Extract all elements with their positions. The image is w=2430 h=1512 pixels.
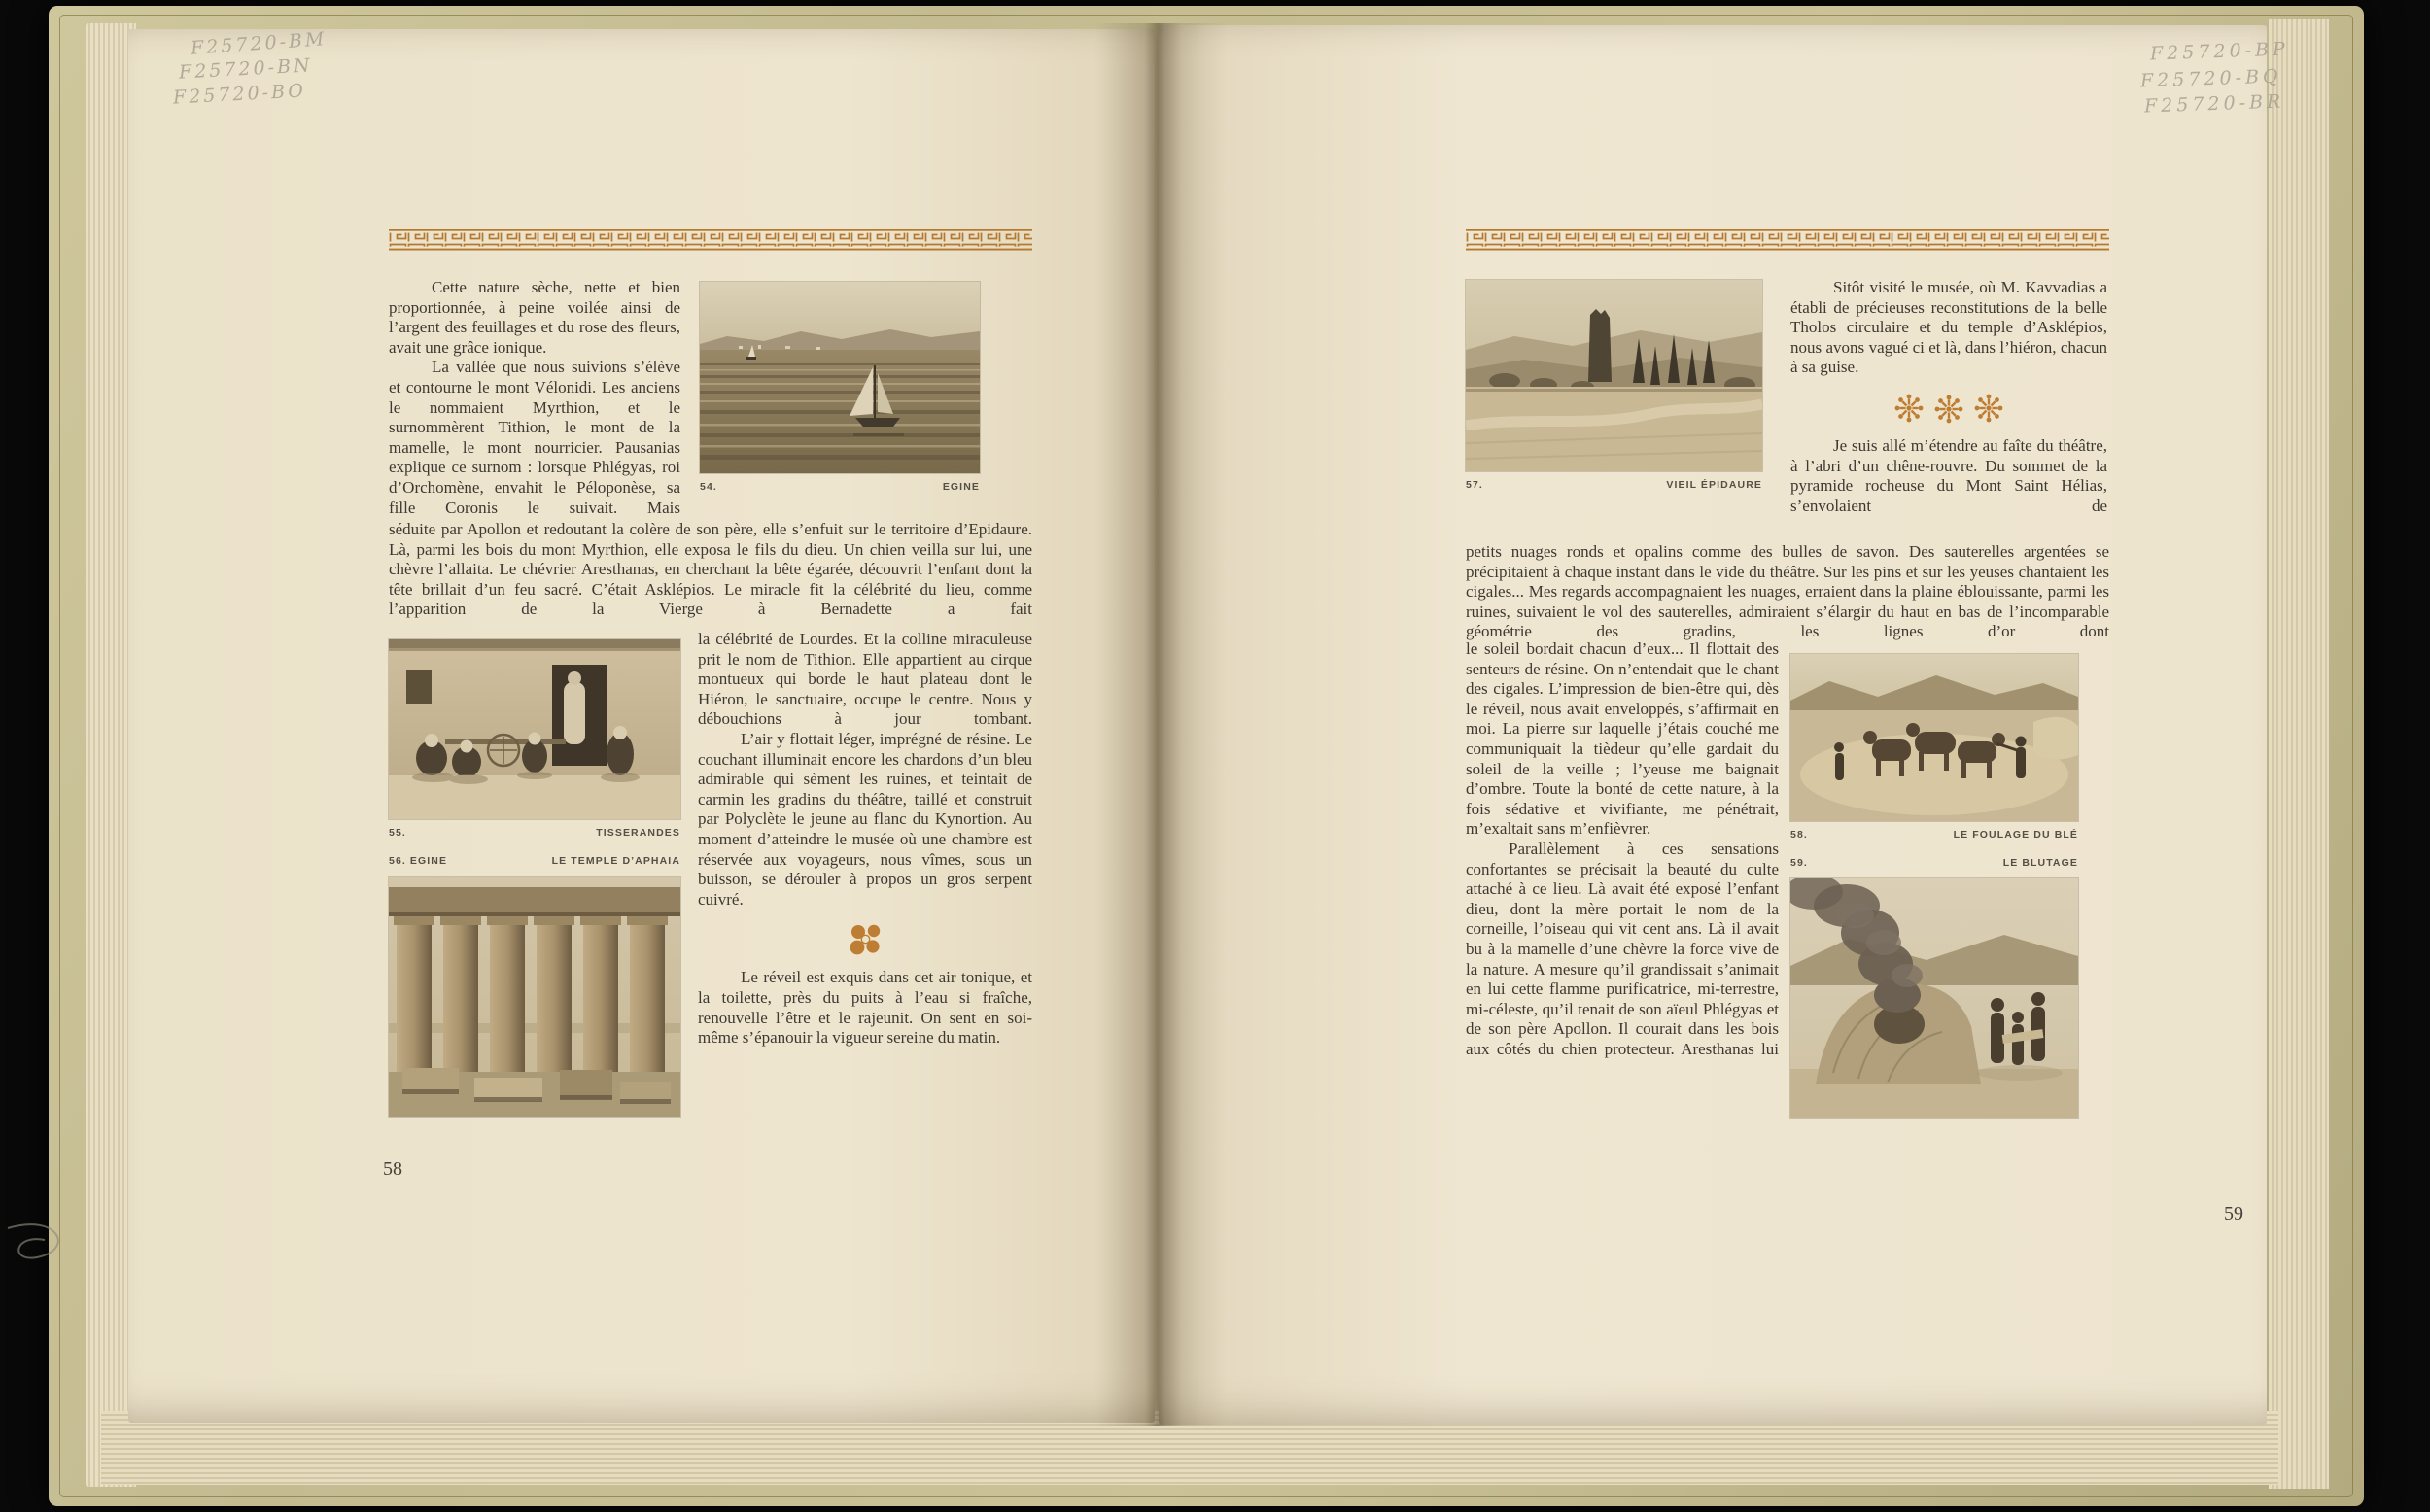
paragraph: Sitôt visité le musée, où M. Kavvadias a établi de précieuses reconstitutions de la belle Tholos circulaire et du temple d’Asklépios, nous avons vagué ci et là, dans l’hiéron, chacun à sa guise.	[1790, 278, 2107, 377]
blutage-photograph-smoke-winnowing	[1790, 878, 2078, 1118]
text-column-right	[698, 630, 1032, 1048]
paragraph: Cette nature sèche, nette et bien proportionnée, à peine voilée ainsi de l’argent des feuillages et du rose des fleurs, avait une grâce ionique.	[389, 278, 680, 357]
egine-photograph-sailboats	[700, 282, 980, 473]
photo-temple-aphaia	[389, 877, 680, 1117]
quatrefoil-ornament-icon	[846, 921, 885, 958]
text-full-width	[389, 520, 1032, 620]
photo-caption	[389, 855, 680, 867]
page-number: 58	[383, 1158, 402, 1180]
pencil-annotation: F25720-BM	[190, 28, 329, 59]
photo-number: 55.	[389, 827, 406, 839]
paragraph: le soleil bordait chacun d’eux... Il flottait des senteurs de résine. On n’entendait que le chant des cigales. L’impression de bien-être qui, dès le réveil, nous avait enveloppés, s’affirmait en moi. La pierre sur laquelle j’étais couché me communiquait la tièdeur qu’elle gardait du soleil de la veille ; l’yeuse me baignait d’ombre. Toute la bonté de cette nature, à la fois sédative et vivifiante, me pénétrait, m’exaltait sans m’enfièvrer.	[1466, 639, 1779, 839]
ornament-row	[1790, 390, 2107, 427]
photo-title: LE TEMPLE D’APHAIA	[551, 855, 680, 867]
photo-caption	[1790, 857, 2078, 869]
text-column-right	[1790, 278, 2107, 516]
pencil-annotation: F25720-BN	[178, 54, 314, 84]
paragraph: séduite par Apollon et redoutant la colère de son père, elle s’enfuit sur le territoire d’Epidaure. Là, parmi les bois du mont Myrthion, elle exposa le fils du dieu. Un chien veilla sur lui, une chèvre l’allaita. Le chévrier Aresthanas, en cherchant la bête égarée, découvrit l’enfant dont la tête brillait d’un feu sacré. C’était Asklépios. Le miracle fit la célébrité du lieu, comme l’apparition de la Vierge à Bernadette a fait	[389, 520, 1032, 619]
foulage-du-ble-photograph-threshing-horses	[1790, 654, 2078, 821]
temple-aphaia-photograph-columns	[389, 877, 680, 1117]
paragraph: Parallèlement à ces sensations confortantes se précisait la beauté du culte attaché à ce lieu. Là avait été exposé l’enfant dieu, dont la mère portait le nom de la corneille, l’oiseau qui vit cent ans. Là il avait bu à la mamelle d’une chèvre la force vive de la nature. A mesure qu’il grandissait s’animait en lui cette flamme purificatrice, mi-terrestre, mi-céleste, qu’il tenait de son aïeul Phlégyas et de son père Apollon. Il courait dans les bois aux côtés du chien protecteur. Aresthanas lui	[1466, 839, 1779, 1058]
photo-title: LE BLUTAGE	[2002, 857, 2078, 869]
page-59	[1159, 25, 2290, 1425]
photo-foulage-du-ble	[1790, 654, 2078, 841]
tisserandes-photograph-weavers	[389, 639, 680, 819]
page-number: 59	[2224, 1203, 2243, 1224]
ornament-row	[698, 921, 1032, 958]
greek-key-border	[1466, 229, 2109, 251]
photo-number: 54.	[700, 481, 717, 493]
photo-tisserandes	[389, 639, 680, 839]
photo-title: TISSERANDES	[596, 827, 680, 839]
paragraph: L’air y flottait léger, imprégné de résine. Le couchant illuminait encore les chardons d’un bleu admirable qui sèment les ruines, et teintait de carmin les gradins du théâtre, taillé et construit par Polyclète le jeune au flanc du Kynortion. Au moment d’atteindre le musée où une chambre est réservée aux voyageurs, nous vîmes, sous un buisson, se dérouler à propos un gros serpent cuivré.	[698, 729, 1032, 909]
photo-number: 59.	[1790, 857, 1808, 869]
paragraph: Le réveil est exquis dans cet air tonique, et la toilette, près du puits à l’eau si fraîche, renouvelle l’être et le rajeunit. On sent en soi-même s’épanouir la vigueur sereine du matin.	[698, 968, 1032, 1048]
vieil-epidaure-photograph-landscape	[1466, 280, 1762, 471]
photo-egine	[700, 282, 980, 493]
stray-thread	[2, 1193, 95, 1287]
photo-title: EGINE	[942, 481, 980, 493]
paragraph: petits nuages ronds et opalins comme des bulles de savon. Des sauterelles argentées se précipitaient à chaque instant dans le vide du théâtre. Sur les pins et sur les yeuses chantaient les cigales... Mes regards accompagnaient les nuages, erraient dans la plaine éblouissante, parmi les ruines, suivaient le vol des sauterelles, admiraient s’élargir du haut en bas de l’incomparable géométrie des gradins, les lignes d’or dont	[1466, 542, 2109, 641]
photo-title: VIEIL ÉPIDAURE	[1666, 479, 1762, 491]
paragraph: La vallée que nous suivions s’élève et contourne le mont Vélonidi. Les anciens le nommaient Myrthion, et le surnommèrent Tithion, le mont de la mamelle, le mont nourricier. Pausanias explique ce surnom : lorsque Phlégyas, roi d’Orchomène, envahit le Péloponèse, sa fille Coronis le suivait. Mais	[389, 358, 680, 517]
pencil-annotation: F25720-BQ	[2139, 65, 2282, 92]
photo-caption	[1466, 479, 1762, 491]
text-full-width	[1466, 542, 2109, 642]
photo-caption	[389, 827, 680, 839]
paragraph: la célébrité de Lourdes. Et la colline miraculeuse prit le nom de Tithion. Elle appartient au cirque montueux qui borde le haut plateau dont le Hiéron, le sanctuaire, occupe le centre. Nous y débouchions à jour tombant.	[698, 630, 1032, 729]
pencil-annotation: F25720-BR	[2143, 90, 2285, 118]
paragraph: Je suis allé m’étendre au faîte du théâtre, à l’abri d’un chêne-rouvre. Du sommet de la pyramide rocheuse du Mont Saint Hélias, s’envolaient de	[1790, 435, 2107, 515]
photo-title: LE FOULAGE DU BLÉ	[1953, 829, 2078, 841]
photo-number: 58.	[1790, 829, 1808, 841]
photo-caption	[1790, 829, 2078, 841]
pencil-annotation: F25720-BO	[172, 80, 307, 109]
text-column-left	[389, 278, 680, 518]
page-edges-right	[2269, 19, 2329, 1489]
pencil-annotation: F25720-BP	[2149, 38, 2290, 65]
photo-number: 57.	[1466, 479, 1483, 491]
photo-caption	[700, 481, 980, 493]
page-58	[128, 29, 1155, 1423]
photo-blutage	[1790, 878, 2078, 1118]
greek-key-border	[389, 229, 1032, 251]
photo-vieil-epidaure	[1466, 280, 1762, 491]
asterisk-ornament-icon	[1889, 390, 2009, 427]
text-column-left	[1466, 639, 1779, 1059]
photo-number: 56. EGINE	[389, 855, 448, 867]
